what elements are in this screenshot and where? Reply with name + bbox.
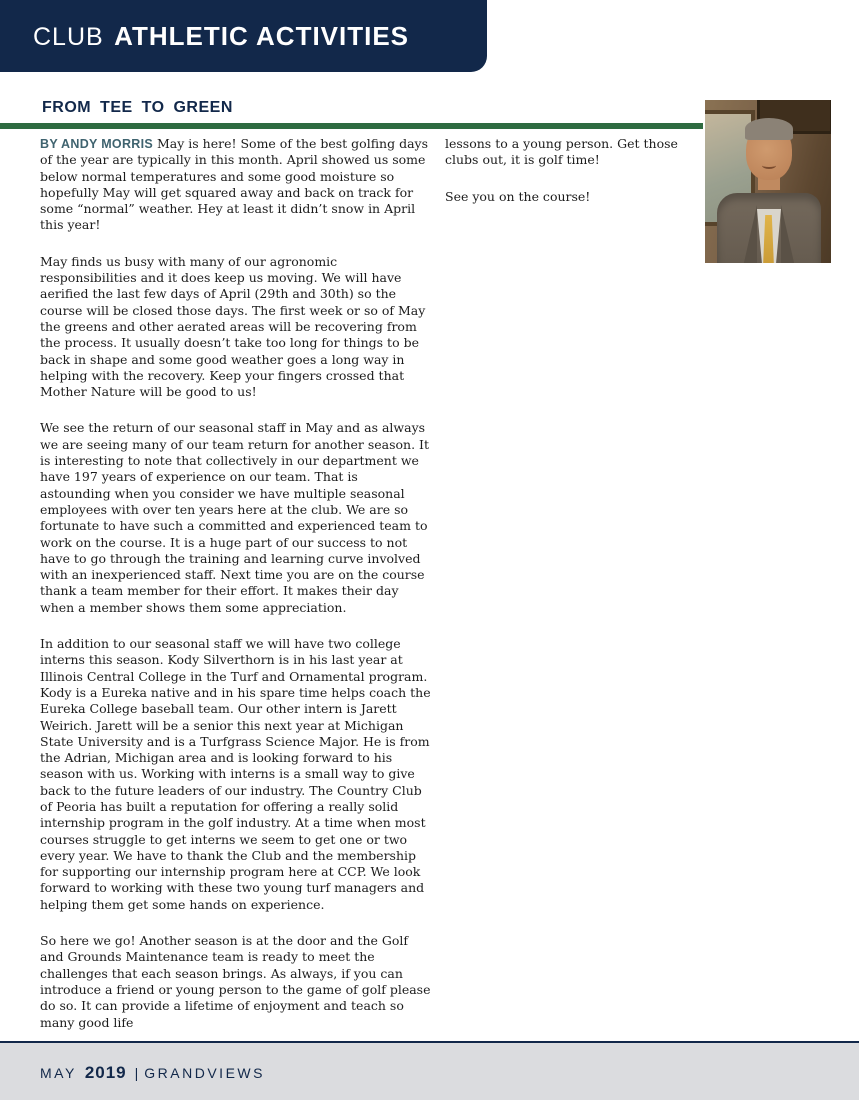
footer-year: 2019 [84, 1062, 127, 1082]
banner-heading [0, 21, 409, 52]
article-paragraph: We see the return of our seasonal staff in May and as always we are seeing many of our team return for another season. It is interesting to note that collectively in our department we have 197 years of experience on our team. That is astounding when you consider we have multiple seasonal employees with over ten years here at the club. We are so fortunate to have such a committed and experienced team to work on the course. It is a huge part of our success to not have to go through the training and learning curve involved with an inexperienced staff. Next time you are on the course thank a team member for their effort. It makes their day when a member shows them some appreciation. [40, 420, 430, 615]
article-paragraph-text: May is here! Some of the best golfing days of the year are typically in this month. April showed us some below normal temperatures and some good moisture so hopefully May will get squared away and back on track for some “normal” weather. Hey at least it didn’t snow in April this year! [40, 136, 429, 233]
article-paragraph: May finds us busy with many of our agronomic responsibilities and it does keep us moving. We will have aerified the last few days of April (29th and 30th) so the course will be closed those days. The first week or so of May the greens and other aerated areas will be recovering from the process. It usually doesn’t take too long for things to be back in shape and some good weather goes a long way in helping with the recovery. Keep your fingers crossed that Mother Nature will be good to us! [40, 253, 426, 400]
article-paragraph: In addition to our seasonal staff we will have two college interns this season. Kody Silverthorn is in his last year at Illinois Central College in the Turf and Ornamental program. Kody is a Eureka native and in his spare time helps coach the Eureka College baseball team. Our other intern is Jarett Weirich. Jarett will be a senior this next year at Michigan State University and is a Turfgrass Science Major. He is from the Adrian, Michigan area and is looking forward to his season with us. Working with interns is a small way to give back to the future leaders of our industry. The Country Club of Peoria has built a reputation for offering a really solid internship program in the golf industry. At a time when most courses struggle to get interns we seem to get one or two every year. We have to thank the Club and the membership for supporting our internship program here at CCP. We look forward to working with these two young turf managers and helping them get some hands on experience. [40, 636, 431, 912]
author-portrait-photo [705, 100, 831, 263]
photo-smile [762, 162, 776, 169]
article-byline: BY ANDY MORRIS [40, 137, 154, 151]
article-paragraph [40, 136, 432, 234]
article-paragraph: See you on the course! [445, 188, 591, 204]
footer-publication: GRANDVIEWS [144, 1064, 265, 1081]
article-column-left [40, 136, 432, 1051]
article-column-right [445, 136, 693, 225]
footer-separator: | [134, 1064, 139, 1081]
photo-suit-lapel-left [743, 205, 757, 263]
footer-month: MAY [40, 1064, 77, 1081]
photo-suit-lapel-right [781, 205, 795, 263]
photo-hair [745, 118, 793, 140]
page-footer [0, 1041, 859, 1100]
banner-title: ATHLETIC ACTIVITIES [114, 20, 410, 51]
green-divider-rule [0, 123, 703, 129]
header-banner [0, 0, 487, 72]
article-paragraph: So here we go! Another season is at the door and the Golf and Grounds Maintenance team is ready to meet the challenges that each season brings. As always, if you can introduce a friend or young person to the game of golf please do so. It can provide a lifetime of enjoyment and teach so many good life [40, 933, 431, 1030]
article-paragraph: lessons to a young person. Get those clubs out, it is golf time! [445, 136, 678, 168]
section-title: FROM TEE TO GREEN [42, 99, 233, 116]
footer-text [40, 1063, 265, 1083]
banner-prefix: CLUB [33, 22, 104, 51]
